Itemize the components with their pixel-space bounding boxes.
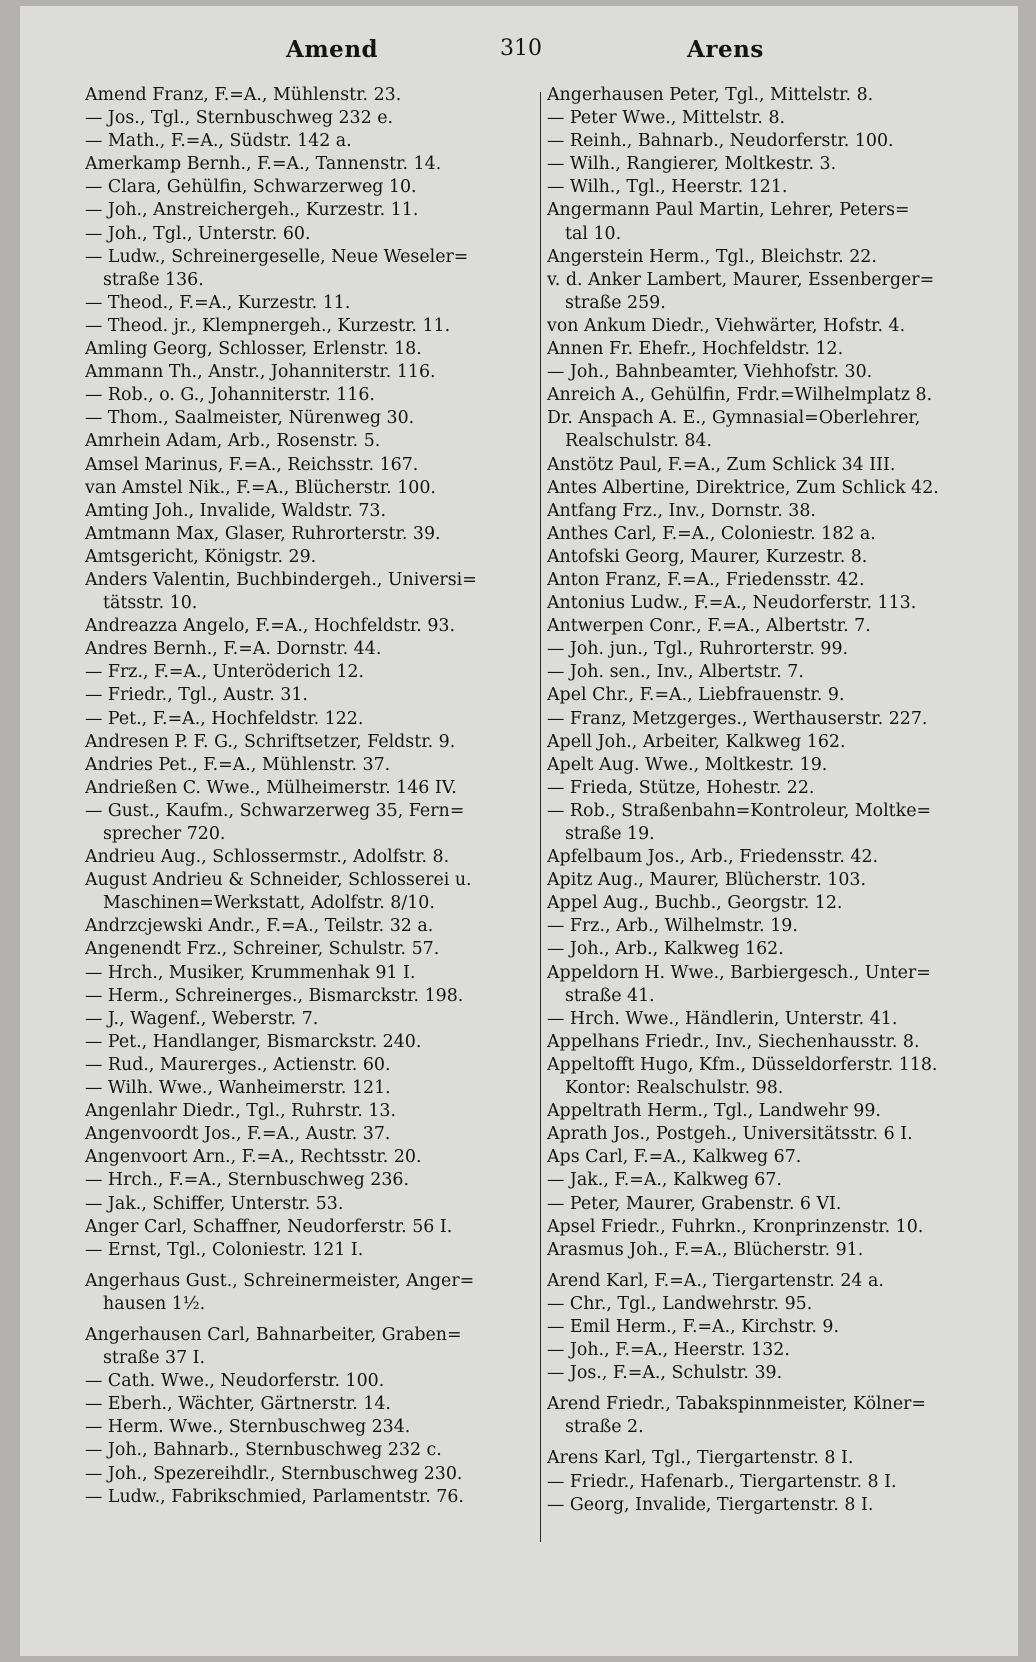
directory-entry: — Georg, Invalide, Tiergartenstr. 8 I. xyxy=(547,1494,874,1515)
directory-entry: Angerstein Herm., Tgl., Bleichstr. 22. xyxy=(547,246,877,267)
directory-entry: Dr. Anspach A. E., Gymnasial=Oberlehrer, xyxy=(547,408,921,429)
directory-entry: Apitz Aug., Maurer, Blücherstr. 103. xyxy=(547,870,867,891)
directory-entry: — Theod., F.=A., Kurzestr. 11. xyxy=(85,292,351,313)
directory-page xyxy=(20,6,1018,1656)
directory-entry: — Rob., o. G., Johanniterstr. 116. xyxy=(85,385,375,406)
directory-entry: Angerhausen Peter, Tgl., Mittelstr. 8. xyxy=(547,85,874,105)
directory-entry: — Peter, Maurer, Grabenstr. 6 VI. xyxy=(547,1193,842,1214)
directory-entry: — Hrch., F.=A., Sternbuschweg 236. xyxy=(85,1170,409,1191)
directory-entry: — Rob., Straßenbahn=Kontroleur, Moltke= xyxy=(547,800,932,821)
directory-entry: Andrießen C. Wwe., Mülheimerstr. 146 IV. xyxy=(85,777,457,798)
directory-entry: — Joh., Bahnbeamter, Viehhofstr. 30. xyxy=(547,362,873,383)
directory-entry: Appelhans Friedr., Inv., Siechenhausstr. 8. xyxy=(547,1031,920,1052)
directory-entry: straße 136. xyxy=(103,269,204,290)
directory-entry: Angerhausen Carl, Bahnarbeiter, Graben= xyxy=(85,1324,462,1345)
directory-entry: straße 259. xyxy=(565,292,666,313)
directory-entry: Amsel Marinus, F.=A., Reichsstr. 167. xyxy=(85,454,419,475)
directory-entry: — Gust., Kaufm., Schwarzerweg 35, Fern= xyxy=(85,800,465,821)
directory-entry: straße 19. xyxy=(565,824,655,844)
directory-entry: Amtsgericht, Königstr. 29. xyxy=(85,546,317,567)
directory-entry: Amtmann Max, Glaser, Ruhrorterstr. 39. xyxy=(85,523,441,544)
directory-entry: Arens Karl, Tgl., Tiergartenstr. 8 I. xyxy=(547,1448,854,1469)
directory-entry: Appeltrath Herm., Tgl., Landwehr 99. xyxy=(547,1101,881,1122)
directory-entry: Andrzcjewski Andr., F.=A., Teilstr. 32 a. xyxy=(85,916,434,937)
directory-entry: — Joh., Spezereihdlr., Sternbuschweg 230. xyxy=(85,1463,463,1484)
directory-entry: — Jak., Schiffer, Unterstr. 53. xyxy=(85,1193,344,1214)
directory-entry: Anstötz Paul, F.=A., Zum Schlick 34 III. xyxy=(547,454,896,475)
directory-entry: Angerhaus Gust., Schreinermeister, Anger= xyxy=(85,1270,475,1291)
directory-entry: hausen 1½. xyxy=(103,1293,206,1314)
directory-entry: Appel Aug., Buchb., Georgstr. 12. xyxy=(547,893,843,914)
directory-entry: — Rud., Maurerges., Actienstr. 60. xyxy=(85,1054,391,1075)
directory-entry: Apell Joh., Arbeiter, Kalkweg 162. xyxy=(547,731,846,752)
directory-entry: — Clara, Gehülfin, Schwarzerweg 10. xyxy=(85,177,417,198)
directory-entry: Andreazza Angelo, F.=A., Hochfeldstr. 93. xyxy=(85,616,455,637)
directory-entry: Arasmus Joh., F.=A., Blücherstr. 91. xyxy=(547,1239,864,1260)
directory-entry: tätsstr. 10. xyxy=(103,593,198,614)
directory-entry: Angenendt Frz., Schreiner, Schulstr. 57. xyxy=(85,939,440,960)
directory-entry: — Peter Wwe., Mittelstr. 8. xyxy=(547,108,786,129)
directory-entry: Antes Albertine, Direktrice, Zum Schlick 42. xyxy=(547,477,939,498)
directory-entry: — Ludw., Fabrikschmied, Parlamentstr. 76. xyxy=(85,1486,464,1507)
left-column xyxy=(85,84,535,1509)
column-divider xyxy=(540,92,541,1542)
directory-entry: — Franz, Metzgerges., Werthauserstr. 227. xyxy=(547,708,928,729)
directory-entry: — Cath. Wwe., Neudorferstr. 100. xyxy=(85,1371,385,1392)
directory-entry: — Hrch., Musiker, Krummenhak 91 I. xyxy=(85,962,416,983)
directory-entry: Anger Carl, Schaffner, Neudorferstr. 56 I. xyxy=(85,1216,453,1237)
directory-entry: Andries Pet., F.=A., Mühlenstr. 37. xyxy=(85,754,391,775)
directory-entry: straße 2. xyxy=(565,1417,644,1438)
directory-entry: Amend Franz, F.=A., Mühlenstr. 23. xyxy=(85,85,402,105)
directory-entry: Angenlahr Diedr., Tgl., Ruhrstr. 13. xyxy=(85,1101,396,1122)
directory-entry: Arend Friedr., Tabakspinnmeister, Kölner= xyxy=(547,1394,926,1415)
directory-entry: Andrieu Aug., Schlossermstr., Adolfstr. 8. xyxy=(85,847,450,868)
directory-entry: — Joh. jun., Tgl., Ruhrorterstr. 99. xyxy=(547,639,849,660)
directory-entry: — Wilh., Rangierer, Moltkestr. 3. xyxy=(547,154,837,175)
directory-entry: Anthes Carl, F.=A., Coloniestr. 182 a. xyxy=(547,523,876,544)
directory-entry: Amerkamp Bernh., F.=A., Tannenstr. 14. xyxy=(85,154,442,175)
directory-entry: — Theod. jr., Klempnergeh., Kurzestr. 11. xyxy=(85,315,451,336)
directory-entry: Andresen P. F. G., Schriftsetzer, Feldstr. 9. xyxy=(85,731,456,752)
directory-entry: Anreich A., Gehülfin, Frdr.=Wilhelmplatz 8. xyxy=(547,385,933,406)
directory-entry: — Herm. Wwe., Sternbuschweg 234. xyxy=(85,1417,411,1438)
directory-entry: — Frz., Arb., Wilhelmstr. 19. xyxy=(547,916,798,937)
directory-entry: — Wilh. Wwe., Wanheimerstr. 121. xyxy=(85,1078,391,1099)
directory-entry: — Joh., Tgl., Unterstr. 60. xyxy=(85,223,311,244)
directory-entry: Aprath Jos., Postgeh., Universitätsstr. 6 I. xyxy=(547,1124,913,1145)
directory-entry: sprecher 720. xyxy=(103,824,226,844)
directory-entry: — Emil Herm., F.=A., Kirchstr. 9. xyxy=(547,1316,839,1337)
directory-entry: — Jos., F.=A., Schulstr. 39. xyxy=(547,1363,783,1384)
directory-entry: Amting Joh., Invalide, Waldstr. 73. xyxy=(85,500,387,521)
directory-entry: — Frieda, Stütze, Hohestr. 22. xyxy=(547,777,815,798)
directory-entry: van Amstel Nik., F.=A., Blücherstr. 100. xyxy=(85,477,436,498)
directory-entry: Andres Bernh., F.=A. Dornstr. 44. xyxy=(85,639,382,660)
directory-entry: — Joh., Bahnarb., Sternbuschweg 232 c. xyxy=(85,1440,442,1461)
directory-entry: — Wilh., Tgl., Heerstr. 121. xyxy=(547,177,788,198)
directory-entry: — Math., F.=A., Südstr. 142 a. xyxy=(85,131,352,152)
directory-entry: — Pet., Handlanger, Bismarckstr. 240. xyxy=(85,1031,422,1052)
directory-entry: Antfang Frz., Inv., Dornstr. 38. xyxy=(547,500,816,521)
directory-entry: Ammann Th., Anstr., Johanniterstr. 116. xyxy=(85,362,436,383)
directory-entry: Angenvoort Arn., F.=A., Rechtsstr. 20. xyxy=(85,1147,422,1168)
right-column xyxy=(547,84,1002,1517)
directory-entry: v. d. Anker Lambert, Maurer, Essenberger= xyxy=(547,269,935,290)
directory-entry: Anders Valentin, Buchbindergeh., Universi= xyxy=(85,569,477,590)
directory-entry: — Thom., Saalmeister, Nürenweg 30. xyxy=(85,408,415,429)
directory-entry: Amling Georg, Schlosser, Erlenstr. 18. xyxy=(85,339,422,360)
directory-entry: — Frz., F.=A., Unteröderich 12. xyxy=(85,662,364,683)
directory-entry: — Friedr., Tgl., Austr. 31. xyxy=(85,685,308,706)
directory-entry: — Friedr., Hafenarb., Tiergartenstr. 8 I. xyxy=(547,1471,897,1492)
directory-entry: — Joh., F.=A., Heerstr. 132. xyxy=(547,1340,790,1361)
header-left-keyword: Amend xyxy=(286,36,379,63)
directory-entry: — Jos., Tgl., Sternbuschweg 232 e. xyxy=(85,108,394,129)
directory-entry: Aps Carl, F.=A., Kalkweg 67. xyxy=(547,1147,802,1168)
directory-entry: — Herm., Schreinerges., Bismarckstr. 198. xyxy=(85,985,464,1006)
directory-entry: Appeldorn H. Wwe., Barbiergesch., Unter= xyxy=(547,962,931,983)
directory-entry: straße 37 I. xyxy=(103,1348,206,1369)
directory-entry: — J., Wagenf., Weberstr. 7. xyxy=(85,1008,319,1029)
directory-entry: Maschinen=Werkstatt, Adolfstr. 8/10. xyxy=(103,893,435,914)
directory-entry: Apelt Aug. Wwe., Moltkestr. 19. xyxy=(547,754,828,775)
directory-entry: Apfelbaum Jos., Arb., Friedensstr. 42. xyxy=(547,847,879,868)
directory-entry: tal 10. xyxy=(565,223,622,244)
directory-entry: — Joh., Arb., Kalkweg 162. xyxy=(547,939,784,960)
directory-entry: Apel Chr., F.=A., Liebfrauenstr. 9. xyxy=(547,685,845,706)
directory-entry: — Reinh., Bahnarb., Neudorferstr. 100. xyxy=(547,131,894,152)
directory-entry: — Joh. sen., Inv., Albertstr. 7. xyxy=(547,662,804,683)
directory-entry: — Chr., Tgl., Landwehrstr. 95. xyxy=(547,1293,813,1314)
directory-entry: Realschulstr. 84. xyxy=(565,431,712,452)
directory-entry: straße 41. xyxy=(565,985,655,1006)
directory-entry: August Andrieu & Schneider, Schlosserei u. xyxy=(85,870,472,891)
page-header xyxy=(20,36,1018,66)
directory-entry: Arend Karl, F.=A., Tiergartenstr. 24 a. xyxy=(547,1270,884,1291)
directory-entry: Angermann Paul Martin, Lehrer, Peters= xyxy=(547,200,910,221)
directory-entry: — Ernst, Tgl., Coloniestr. 121 I. xyxy=(85,1239,364,1260)
directory-entry: Appeltofft Hugo, Kfm., Düsseldorferstr. 118. xyxy=(547,1054,938,1075)
directory-entry: Antwerpen Conr., F.=A., Albertstr. 7. xyxy=(547,616,871,637)
directory-entry: — Eberh., Wächter, Gärtnerstr. 14. xyxy=(85,1394,391,1415)
page-number: 310 xyxy=(500,36,542,61)
directory-entry: Anton Franz, F.=A., Friedensstr. 42. xyxy=(547,569,865,590)
directory-entry: Antofski Georg, Maurer, Kurzestr. 8. xyxy=(547,546,868,567)
directory-entry: — Ludw., Schreinergeselle, Neue Weseler= xyxy=(85,246,469,267)
directory-entry: Kontor: Realschulstr. 98. xyxy=(565,1078,784,1099)
directory-entry: — Hrch. Wwe., Händlerin, Unterstr. 41. xyxy=(547,1008,898,1029)
directory-entry: von Ankum Diedr., Viehwärter, Hofstr. 4. xyxy=(547,315,906,336)
directory-entry: — Pet., F.=A., Hochfeldstr. 122. xyxy=(85,708,364,729)
directory-entry: — Joh., Anstreichergeh., Kurzestr. 11. xyxy=(85,200,419,221)
directory-entry: Angenvoordt Jos., F.=A., Austr. 37. xyxy=(85,1124,391,1145)
directory-entry: Apsel Friedr., Fuhrkn., Kronprinzenstr. 10. xyxy=(547,1216,924,1237)
directory-entry: Antonius Ludw., F.=A., Neudorferstr. 113. xyxy=(547,593,917,614)
directory-entry: Amrhein Adam, Arb., Rosenstr. 5. xyxy=(85,431,381,452)
directory-entry: — Jak., F.=A., Kalkweg 67. xyxy=(547,1170,782,1191)
header-right-keyword: Arens xyxy=(687,36,764,63)
directory-entry: Annen Fr. Ehefr., Hochfeldstr. 12. xyxy=(547,339,844,360)
